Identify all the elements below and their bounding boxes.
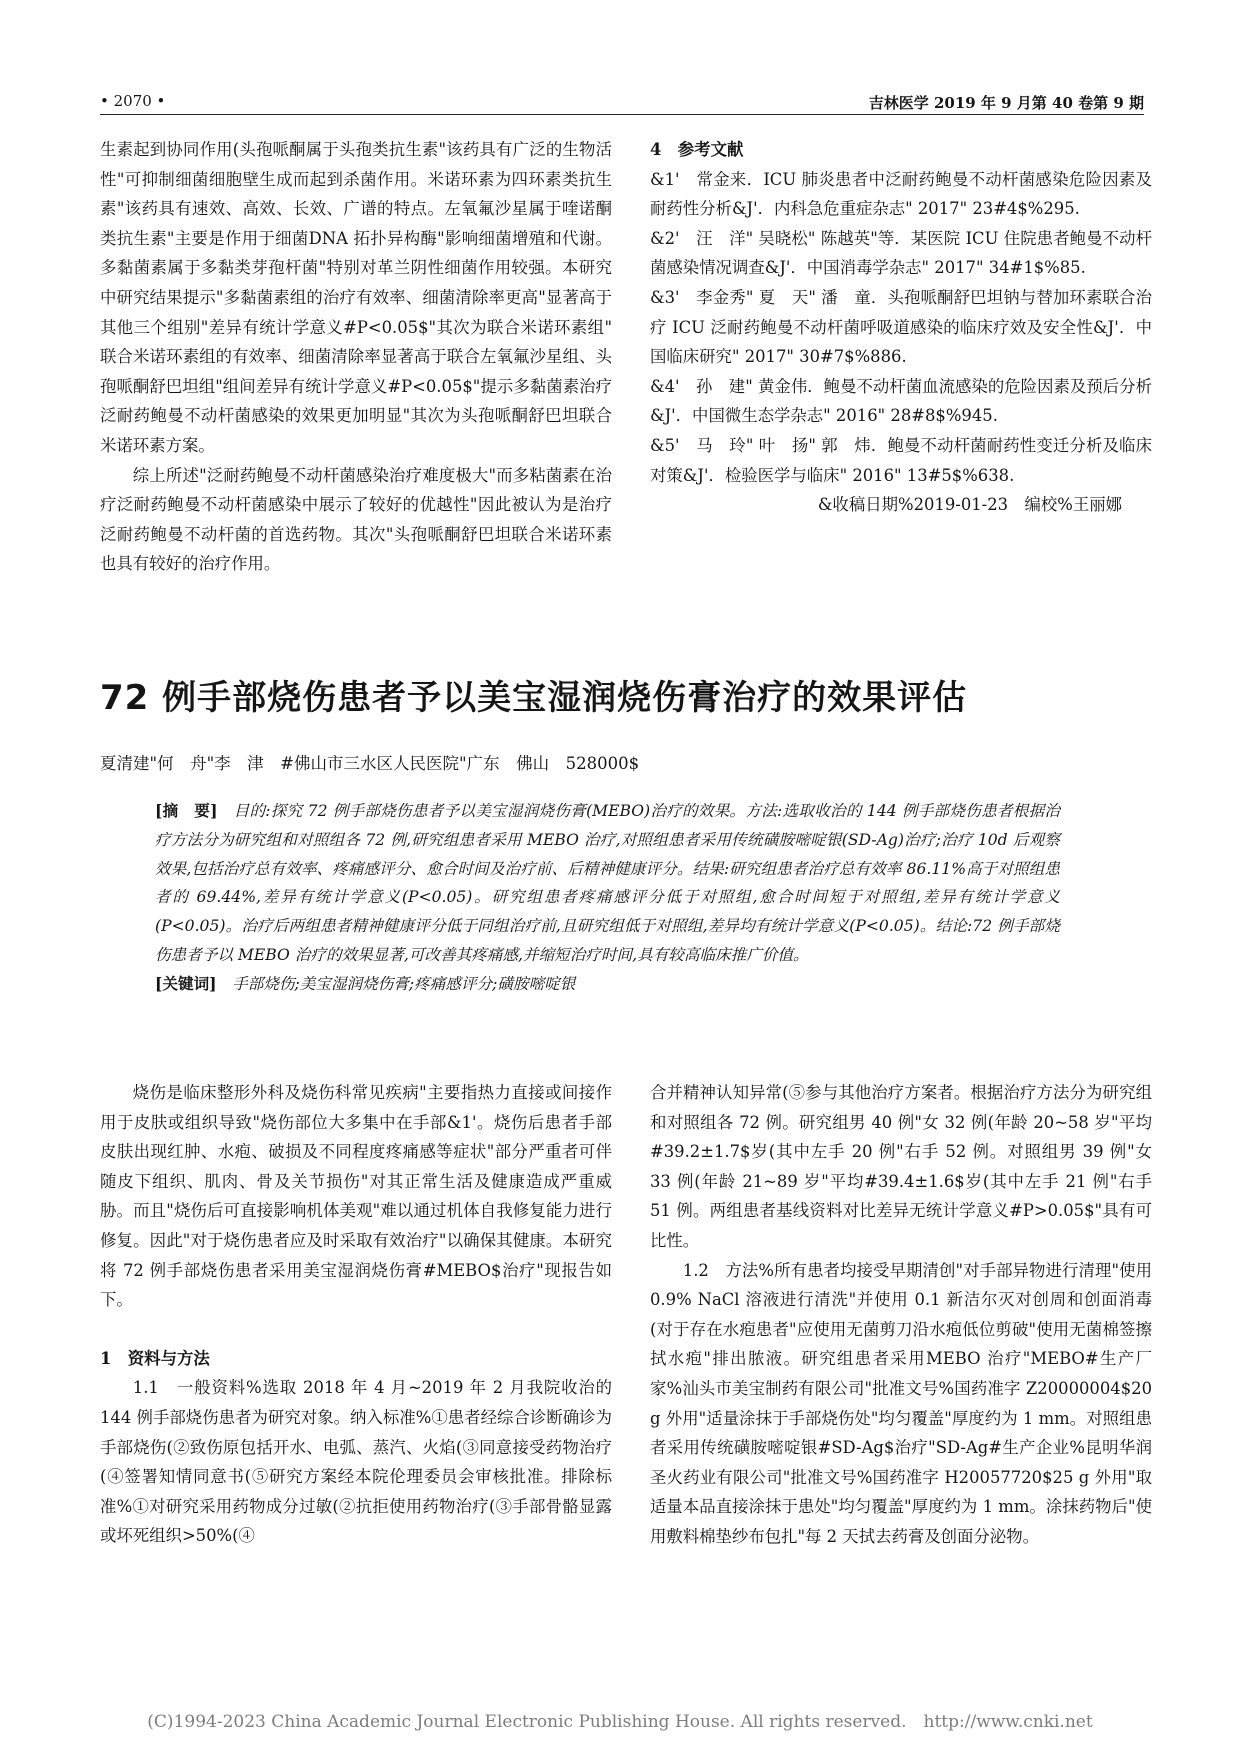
references-heading: 4 参考文献 — [650, 140, 744, 159]
reference-item: &4' 孙 建" 黄金伟．鲍曼不动杆菌血流感染的危险因素及预后分析&J'．中国微生态学杂志" 2016" 28#8$%945. — [650, 376, 1152, 426]
article-title: 72 例手部烧伤患者予以美宝湿润烧伤膏治疗的效果评估 — [100, 678, 968, 718]
received-date: &收稿日期%2019-01-23 编校%王丽娜 — [817, 495, 1122, 515]
section-heading: 1 资料与方法 — [100, 1348, 210, 1368]
introduction-paragraph: 烧伤是临床整形外科及烧伤科常见疾病"主要指热力直接或间接作用于皮肤或组织导致"烧伤部位大多集中在手部&1'。烧伤后患者手部皮肤出现红肿、水疱、破损及不同程度疼痛感等症状"部分严重者可伴随皮下组织、肌肉、骨及关节损伤"对其正常生活及健康造成严重威胁。而且"烧伤后可直接影响机体美观"难以通过机体自我修复能力进行修复。因此"对于烧伤患者应及时采取有效治疗"以确保其健康。本研究将 72 例手部烧伤患者采用美宝湿润烧伤膏#MEBO$治疗"现报告如下。 — [100, 1083, 612, 1310]
general-data-paragraph: 1.1 一般资料%选取 2018 年 4 月~2019 年 2 月我院收治的 144 例手部烧伤患者为研究对象。纳入标准%①患者经综合诊断确诊为手部烧伤(②致伤原包括开水、电弧、蒸汽、火焰(③同意接受药物治疗(④签署知情同意书(⑤研究方案经本院伦理委员会审核批准。排除标准%①对研究采用药物成分过敏(②抗拒使用药物治疗(③手部骨骼显露或坏死组织>50%(④ — [100, 1378, 612, 1546]
copyright-footer: (C)1994-2023 China Academic Journal Electronic Publishing House. All rights reserved. http://www.cnki.net — [147, 1712, 1093, 1732]
reference-item: &2' 汪 洋" 吴晓松" 陈越英"等．某医院 ICU 住院患者鲍曼不动杆菌感染情况调查&J'．中国消毒学杂志" 2017" 34#1$%85. — [650, 228, 1152, 278]
abstract-label: [摘 要] — [155, 801, 218, 820]
running-header-page-number: • 2070 • — [100, 92, 166, 110]
previous-article-column-left — [100, 135, 612, 579]
keywords-label: [关键词] — [155, 973, 217, 993]
article-body-column-right — [650, 1078, 1152, 1552]
reference-item: &1' 常金来．ICU 肺炎患者中泛耐药鲍曼不动杆菌感染危险因素及耐药性分析&J'．内科急危重症杂志" 2017" 23#4$%295. — [650, 169, 1152, 219]
general-data-continued-paragraph: 合并精神认知异常(⑤参与其他治疗方案者。根据治疗方法分为研究组和对照组各 72 例。研究组男 40 例"女 32 例(年龄 20~58 岁"平均#39.2±1.7$岁(其中左手 20 例"右手 52 例。对照组男 39 例"女 33 例(年龄 21~89 岁"平均#39.4±1.6$岁(其中左手 21 例"右手 51 例。两组患者基线资料对比差异无统计学意义#P>0.05$"具有可比性。 — [650, 1083, 1152, 1250]
article-authors: 夏清建"何 舟"李 津 #佛山市三水区人民医院"广东 佛山 528000$ — [100, 754, 640, 773]
article-body-column-left — [100, 1078, 612, 1551]
discussion-conclusion-paragraph: 综上所述"泛耐药鲍曼不动杆菌感染治疗难度极大"而多粘菌素在治疗泛耐药鲍曼不动杆菌感染中展示了较好的优越性"因此被认为是治疗泛耐药鲍曼不动杆菌的首选药物。其次"头孢哌酮舒巴坦联合米诺环素也具有较好的治疗作用。 — [100, 465, 612, 574]
running-header-journal: 吉林医学 2019 年 9 月第 40 卷第 9 期 — [868, 94, 1144, 112]
header-rule — [100, 114, 1144, 115]
discussion-paragraph: 生素起到协同作用(头孢哌酮属于头孢类抗生素"该药具有广泛的生物活性"可抑制细菌细胞壁生成而起到杀菌作用。米诺环素为四环素类抗生素"该药具有速效、高效、长效、广谱的特点。左氧氟沙星属于喹诺酮类抗生素"主要是作用于细菌DNA 拓扑异构酶"影响细菌增殖和代谢。多黏菌素属于多黏类芽孢杆菌"特别对革兰阴性细菌作用较强。本研究中研究结果提示"多黏菌素组的治疗有效率、细菌清除率更高"显著高于其他三个组别"差异有统计学意义#P<0.05$"其次为联合米诺环素组" 联合米诺环素组的有效率、细菌清除率显著高于联合左氧氟沙星组、头孢哌酮舒巴坦组"组间差异有统计学意义#P<0.05$"提示多黏菌素治疗泛耐药鲍曼不动杆菌感染的效果更加明显"其次为头孢哌酮舒巴坦联合米诺环素方案。 — [100, 140, 612, 455]
abstract-block — [155, 797, 1060, 999]
reference-item: &5' 马 玲" 叶 扬" 郭 炜．鲍曼不动杆菌耐药性变迁分析及临床对策&J'．检验医学与临床" 2016" 13#5$%638. — [650, 435, 1152, 485]
keywords-text: 手部烧伤;美宝湿润烧伤膏;疼痛感评分;磺胺嘧啶银 — [232, 974, 576, 993]
methods-paragraph: 1.2 方法%所有患者均接受早期清创"对手部异物进行清理"使用 0.9% NaCl 溶液进行清洗"并使用 0.1 新洁尔灭对创周和创面消毒(对于存在水疱患者"应使用无菌剪刀沿水疱低位剪破"使用无菌棉签擦拭水疱"排出脓液。研究组患者采用MEBO 治疗"MEBO#生产厂家%汕头市美宝制药有限公司"批准文号%国药准字 Z20000004$20 g 外用"适量涂抹于手部烧伤处"均匀覆盖"厚度约为 1 mm。对照组患者采用传统磺胺嘧啶银#SD-Ag$治疗"SD-Ag#生产企业%昆明华润圣火药业有限公司"批准文号%国药准字 H20057720$25 g 外用"取适量本品直接涂抹于患处"均匀覆盖"厚度约为 1 mm。涂抹药物后"使用敷料棉垫纱布包扎"每 2 天拭去药膏及创面分泌物。 — [650, 1260, 1152, 1546]
reference-item: &3' 李金秀" 夏 天" 潘 童．头孢哌酮舒巴坦钠与替加环素联合治疗 ICU 泛耐药鲍曼不动杆菌呼吸道感染的临床疗效及安全性&J'．中国临床研究" 2017" 30#7$%886. — [650, 287, 1152, 367]
previous-article-column-right — [650, 135, 1152, 520]
abstract-text: 目的:探究 72 例手部烧伤患者予以美宝湿润烧伤膏(MEBO)治疗的效果。方法:选取收治的 144 例手部烧伤患者根据治疗方法分为研究组和对照组各 72 例,研究组患者采用 MEBO 治疗,对照组患者采用传统磺胺嘧啶银(SD-Ag)治疗;治疗 10d 后观察效果,包括治疗总有效率、疼痛感评分、愈合时间及治疗前、后精神健康评分。结果:研究组患者治疗总有效率 86.11%高于对照组患者的 69.44%,差异有统计学意义(P<0.05)。研究组患者疼痛感评分低于对照组,愈合时间短于对照组,差异有统计学意义(P<0.05)。治疗后两组患者精神健康评分低于同组治疗前,且研究组低于对照组,差异均有统计学意义(P<0.05)。结论:72 例手部烧伤患者予以 MEBO 治疗的效果显著,可改善其疼痛感,并缩短治疗时间,具有较高临床推广价值。 — [155, 802, 1061, 964]
